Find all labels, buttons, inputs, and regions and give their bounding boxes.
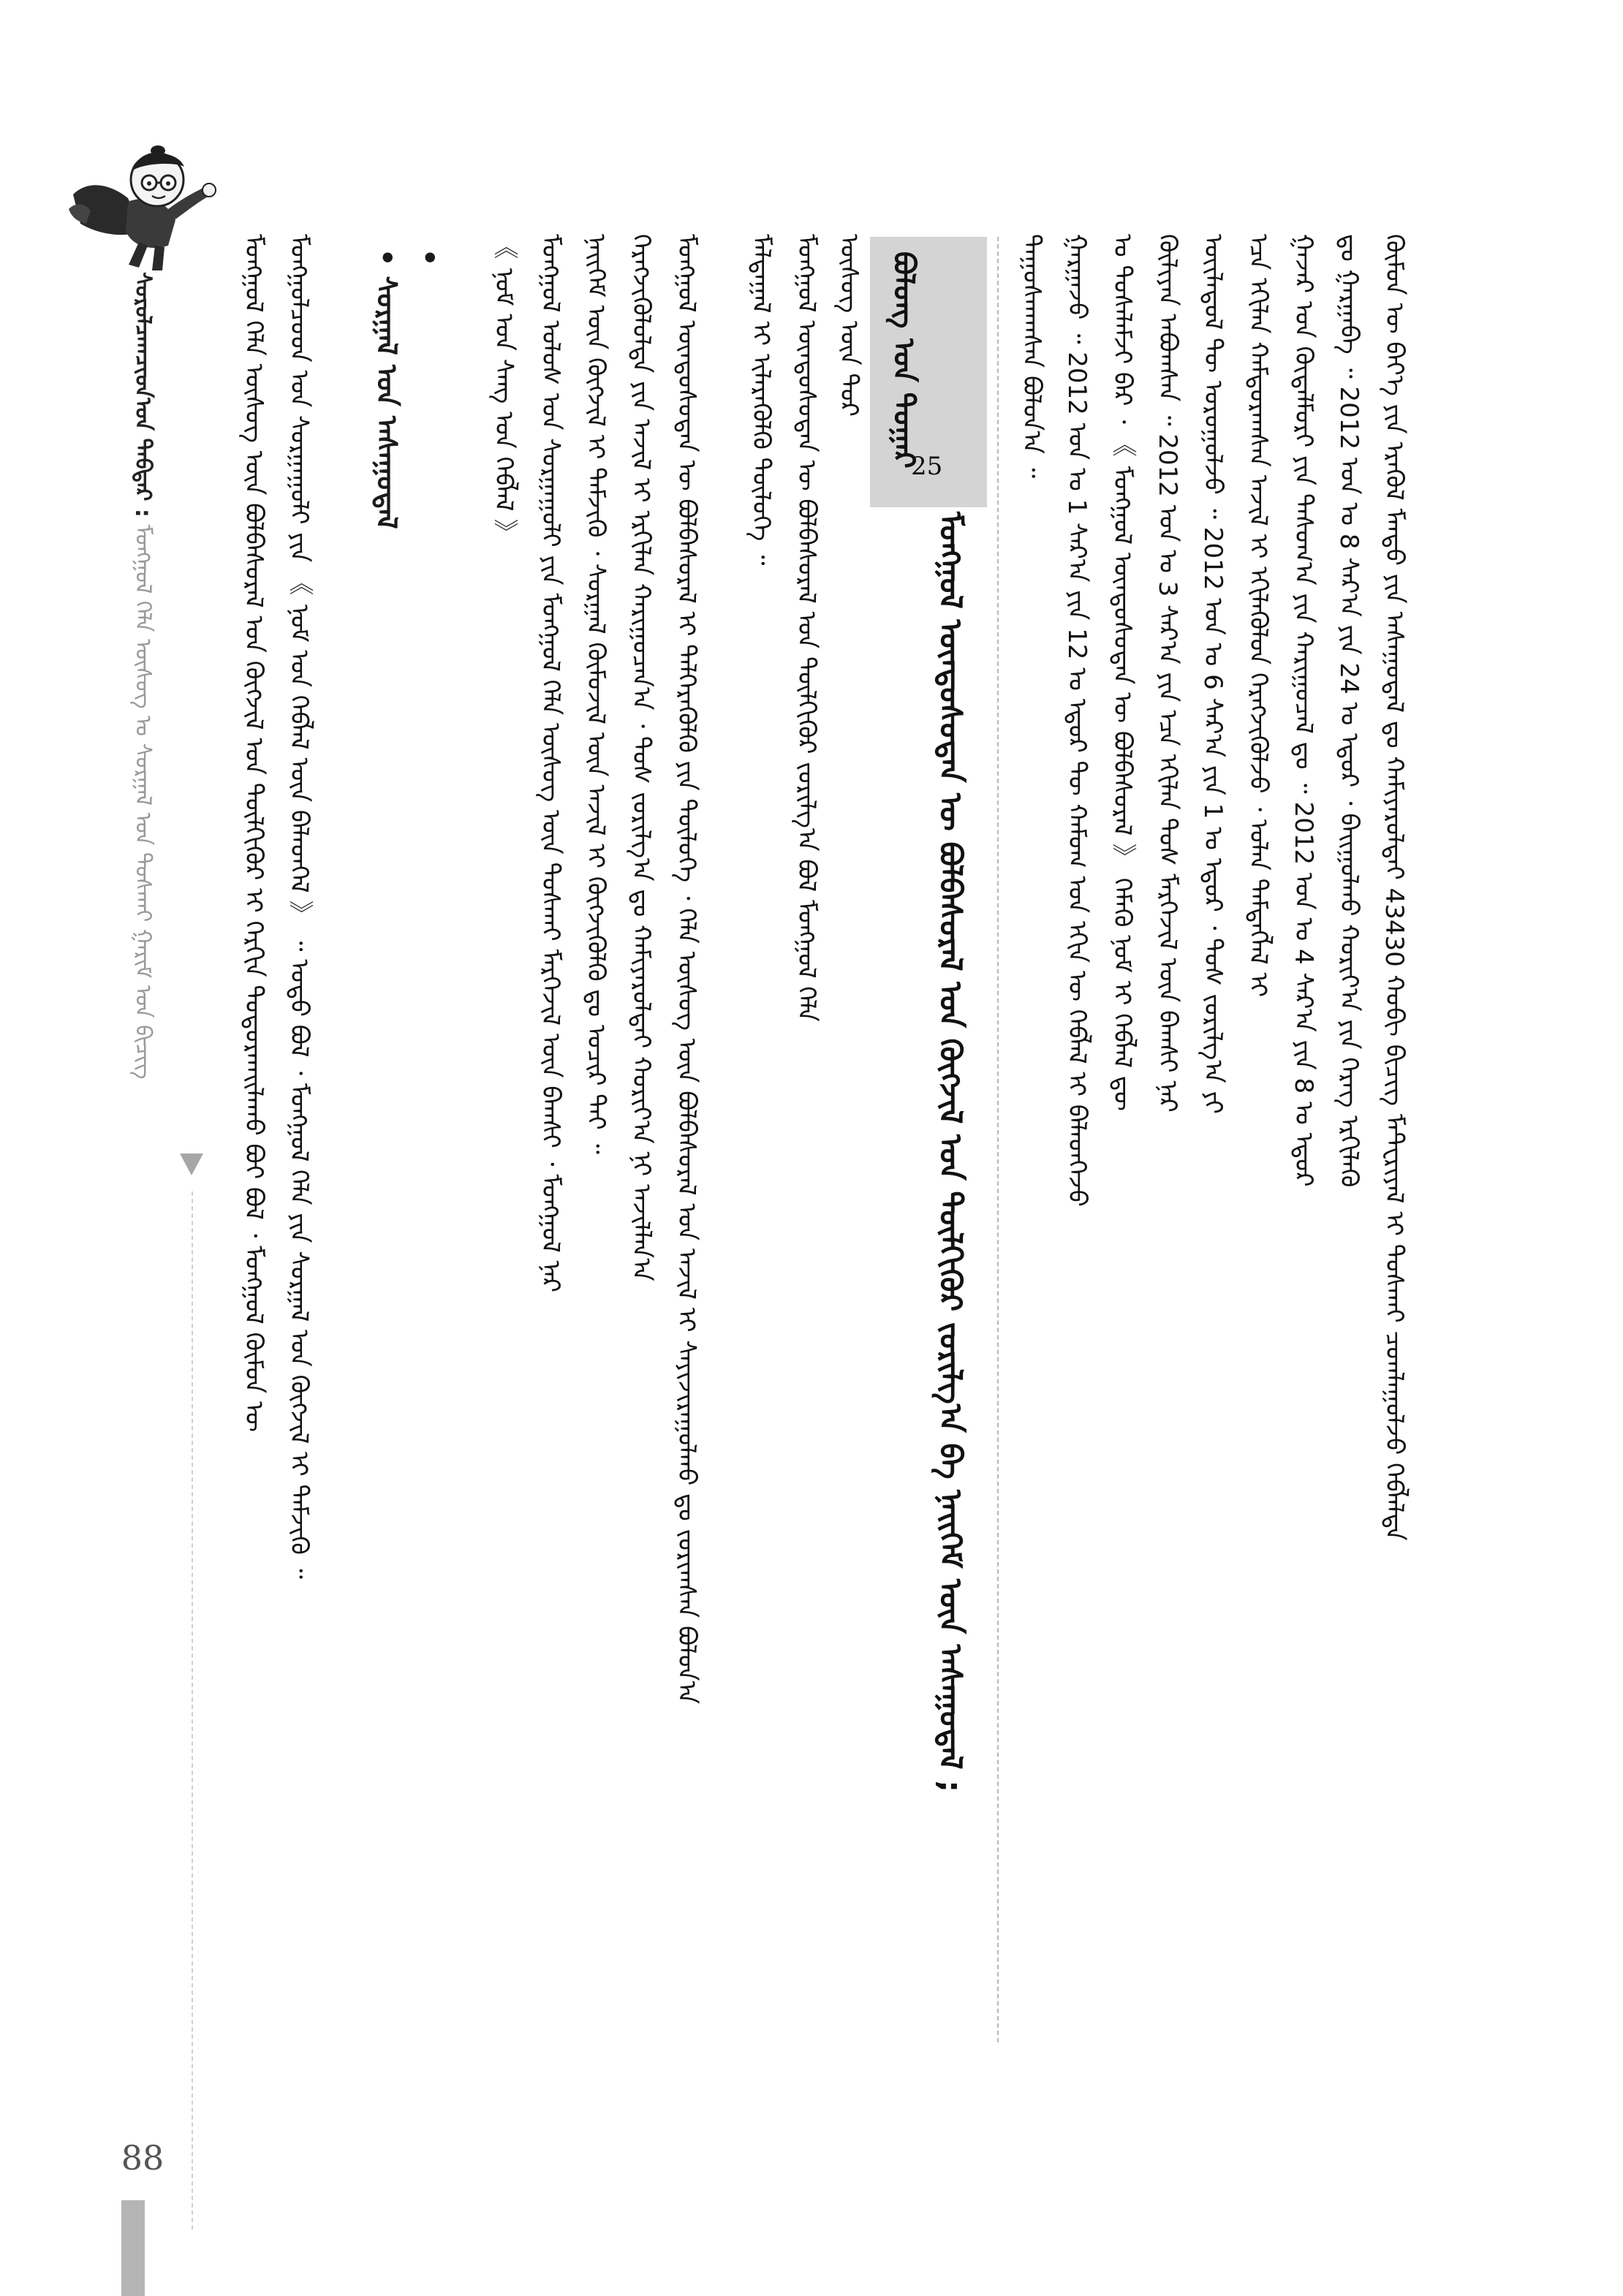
- header-dashed-rule: [192, 1191, 193, 2229]
- body-column-3: ᠮᠣᠩᠭᠣᠯ ᠦᠨᠳᠦᠰᠦᠲᠡᠨ ᠦ ᠪᠣᠯᠪᠠᠰᠤᠷᠠᠯ ᠢ ᠳᠡᠯᠭᠡᠷᠡᠭᠦᠯᠬᠦ ᠶᠢᠨ ᠲᠥᠯᠦᠭᠡ ᠂ ᠬᠡᠯᠡ ᠦᠰᠦᠭ ᠦᠨ ᠪᠣᠯᠪᠠᠰᠤᠷᠠᠯ ᠤᠨ ᠠᠵᠢᠯ ᠢ ᠰᠠᠶᠢᠵᠢᠷᠠᠭᠤᠯᠬᠤ ᠳᠤ ᠵᠣᠷᠢᠭᠰᠠᠨ ᠪᠣᠯᠤᠨ᠎ᠠ: [672, 234, 701, 1705]
- body-column-4: ᠬᠡᠷᠡᠭᠵᠢᠭᠦᠯᠦᠯᠲᠡ ᠶᠢᠨ ᠠᠵᠢᠯ ᠢ ᠡᠷᠬᠢᠯᠡᠨ ᠬᠠᠷᠢᠭᠤᠴᠠᠨ᠎ᠠ ᠂ ᠲᠤᠰ ᠵᠣᠷᠢᠯᠭ᠎ᠠ ᠳᠤ ᠬᠠᠮᠢᠶᠠᠷᠤᠯᠲᠠᠢ ᠬᠣᠷᠢᠶ᠎ᠠ ᠨᠢ ᠠᠵᠢᠯᠯᠠᠨ᠎ᠠ: [627, 234, 656, 1281]
- intro-column-3: ᠭᠠᠵᠠᠷ ᠤᠨ ᠬᠥᠳᠡᠯᠮᠦᠷᠢ ᠶᠢᠨ ᠲᠠᠰᠤᠭ᠎ᠠ ᠶᠢᠨ ᠬᠠᠷᠢᠭᠤᠴᠠᠯ ᠳᠤ ᠃ 2012 ᠣᠨ ᠤ 4 ᠰᠠᠷ᠎ᠠ ᠶᠢᠨ 8 ᠤ ᠡᠳᠦᠷ: [1289, 234, 1318, 1187]
- intro-column-5: ᠦᠢᠯᠡᠳᠦᠯ ᠲᠦ ᠣᠷᠣᠭᠤᠯᠵᠤ ᠃ 2012 ᠣᠨ ᠤ 6 ᠰᠠᠷ᠎ᠠ ᠶᠢᠨ 1 ᠤ ᠡᠳᠦᠷ ᠂ ᠲᠤᠰ ᠵᠣᠷᠢᠯᠭ᠎ᠠ ᠶᠢ: [1198, 234, 1227, 1114]
- intro-column-9: ᠳᠠᠭᠤᠰᠬᠠᠭᠰᠠᠨ ᠪᠣᠯᠤᠨ᠎ᠠ ᠃: [1017, 234, 1046, 479]
- page-edge-tab: [121, 2200, 145, 2296]
- body-column-7: 《 ᠨᠣᠮ ᠤᠨ ᠰᠠᠩ ᠤᠨ ᠬᠡᠪᠯᠡᠯ 》: [489, 234, 518, 545]
- intro-column-6: ᠬᠦᠯᠢᠶᠡᠨ ᠠᠪᠤᠭᠰᠠᠨ ᠃ 2012 ᠣᠨ ᠤ 3 ᠰᠠᠷ᠎ᠠ ᠶᠢᠨ ᠡᠴᠡ ᠡᠬᠢᠯᠡᠨ ᠲᠤᠰ ᠮᠡᠷᠭᠡᠵᠢᠯ ᠦᠨ ᠪᠠᠭᠰᠢ ᠨᠠᠷ: [1153, 234, 1182, 1113]
- mascot-illustration: [58, 129, 234, 275]
- page-number: 88: [121, 2138, 164, 2178]
- running-header-title: [124, 272, 161, 1080]
- body-column-6: ᠮᠣᠩᠭᠣᠯ ᠤᠯᠤᠰ ᠤᠨ ᠰᠤᠷᠭᠠᠭᠤᠯᠢ ᠶᠢᠨ ᠮᠣᠩᠭᠣᠯ ᠬᠡᠯᠡ ᠦᠰᠦᠭ ᠦᠨ ᠲᠤᠰᠬᠠᠢ ᠮᠡᠷᠭᠡᠵᠢᠯ ᠦᠨ ᠪᠠᠭᠰᠢ ᠂ ᠮᠣᠩᠭᠣᠯ ᠨᠠᠷ: [536, 234, 565, 1292]
- triangle-arrow-icon: [180, 1153, 203, 1175]
- section-divider: [997, 237, 999, 2042]
- body-column-1: ᠮᠣᠩᠭᠣᠯ ᠦᠨᠳᠦᠰᠦᠲᠡᠨ ᠦ ᠪᠣᠯᠪᠠᠰᠤᠷᠠᠯ ᠤᠨ ᠲᠦᠯᠬᠢᠭᠦᠷ ᠵᠣᠷᠢᠯᠭ᠎ᠠ ᠪᠣᠯ ᠮᠣᠩᠭᠣᠯ ᠬᠡᠯᠡ ᠦᠰᠦᠭ ᠦᠨ ᠳᠤᠷ: [792, 234, 863, 1022]
- intro-column-1: ᠬᠦᠮᠦᠨ ᠦ ᠪᠡᠶ᠎ᠡ ᠶᠢᠨ ᠡᠷᠡᠭᠦᠯ ᠮᠡᠨᠳᠦ ᠶᠢᠨ ᠠᠰᠠᠭᠤᠳᠠᠯ ᠳᠤ ᠬᠠᠮᠢᠶᠠᠷᠤᠯᠲᠠᠢ 43430 ᠬᠤᠪᠢ ᠪᠢᠴᠢᠭ᠌ ᠮᠠᠲ᠋ᠧᠷᠢᠶᠠᠯ ᠢ ᠲᠤᠰᠬᠠᠢ ᠴᠤᠭᠯᠠᠭᠤᠯᠵᠤ ᠬᠡᠪᠯᠡᠯᠳᠡ: [1380, 234, 1409, 1541]
- bullet-subheading: • ᠰᠤᠷᠭᠠᠯ ᠤᠨ ᠠᠰᠠᠭᠤᠳᠠᠯ •: [371, 249, 445, 529]
- intro-column-7: ᠤ ᠲᠤᠰᠠᠯᠠᠮᠵᠢ ᠪᠡᠷ ᠂ 《 ᠮᠣᠩᠭᠣᠯ ᠦᠨᠳᠦᠰᠦᠲᠡᠨ ᠦ ᠪᠣᠯᠪᠠᠰᠤᠷᠠᠯ 》 ᠬᠡᠮᠡᠬᠦ ᠨᠣᠮ ᠢ ᠬᠡᠪᠯᠡᠯ ᠳᠦ: [1108, 234, 1137, 1111]
- body-column-5: ᠨᠡᠢᠭᠡᠮ ᠦᠨ ᠬᠥᠭᠵᠢᠯ ᠢ ᠳᠡᠮᠵᠢᠬᠦ ᠂ ᠰᠤᠷᠭᠠᠯ ᠬᠦᠮᠦᠵᠢᠯ ᠦᠨ ᠠᠵᠢᠯ ᠢ ᠬᠥᠭᠵᠢᠭᠦᠯᠬᠦ ᠳᠤ ᠤᠴᠢᠷ ᠲᠠᠢ ᠃: [581, 234, 610, 1154]
- section-label: ᠪᠤᠯᠤᠩ ᠤᠨ ᠳᠤᠭᠠᠷ: [887, 251, 920, 469]
- section-number: 25: [911, 452, 943, 481]
- running-header: [124, 272, 168, 1529]
- closing-column-1: ᠮᠣᠩᠭᠣᠯ ᠬᠡᠯᠡ ᠦᠰᠦᠭ ᠦᠨ ᠪᠣᠯᠪᠠᠰᠤᠷᠠᠯ ᠤᠨ ᠬᠥᠭᠵᠢᠯ ᠤᠨ ᠲᠦᠯᠬᠢᠭᠦᠷ ᠢ ᠬᠡᠷᠬᠢᠨ ᠲᠣᠳᠤᠷᠬᠠᠢᠯᠠᠬᠤ ᠪᠤᠢ ᠪᠣᠯ ᠂ ᠮᠣᠩᠭᠣᠯ ᠬᠦᠮᠦᠨ ᠦ: [239, 234, 268, 1433]
- closing-column-2: ᠮᠣᠩᠭᠣᠯᠴᠤᠳ ᠤᠨ ᠰᠤᠷᠭᠠᠭᠤᠯᠢ ᠶᠢᠨ 《 ᠨᠣᠮ ᠤᠨ ᠬᠡᠪᠯᠡᠯ ᠦᠨ ᠪᠡᠯᠡᠳᠬᠡᠯ 》 ᠃ ᠣᠳᠣ ᠪᠣᠯ ᠂ ᠮᠣᠩᠭᠣᠯ ᠬᠡᠯᠡ ᠶᠢᠨ ᠰᠤᠷᠭᠠᠯ ᠤᠨ ᠬᠥᠭᠵᠢᠯ ᠢ ᠳᠡᠮᠵᠢᠬᠦ ᠃: [284, 234, 314, 1580]
- intro-column-2: ᠳᠤ ᠭᠠᠷᠭᠠᠪᠠ ᠃ 2012 ᠣᠨ ᠤ 8 ᠰᠠᠷ᠎ᠠ ᠶᠢᠨ 24 ᠤ ᠡᠳᠦᠷ ᠂ ᠪᠠᠢᠭᠤᠯᠬᠤ ᠬᠣᠷᠢᠶ᠎ᠠ ᠶᠢᠨ ᠬᠡᠷᠡᠭ ᠡᠷᠬᠢᠯᠡᠬᠦ: [1334, 234, 1363, 1188]
- body-column-2: ᠮᠠᠯᠲᠠᠭᠠᠯ ᠢ ᠢᠯᠡᠷᠡᠭᠦᠯᠬᠦ ᠲᠥᠯᠦᠭᠡ ᠃: [746, 234, 776, 566]
- running-header-bold: ᠰᠤᠷᠤᠯᠴᠠᠭᠴᠢᠳ᠎ᠤᠨ ᠳᠡᠪᠲᠡᠷ :: [130, 272, 156, 518]
- intro-column-4: ᠡᠴᠡ ᠡᠬᠢᠯᠡᠨ ᠬᠠᠮᠲᠤᠷᠠᠭᠰᠠᠨ ᠠᠵᠢᠯ ᠢ ᠡᠬᠢᠯᠡᠭᠦᠯᠦᠨ ᠬᠡᠷᠡᠭᠵᠢᠭᠦᠯᠵᠦ ᠂ ᠣᠯᠠᠨ ᠲᠡᠮᠳᠡᠭᠯᠡᠯ ᠢ: [1244, 234, 1273, 998]
- section-heading: ᠮᠣᠩᠭᠣᠯ ᠦᠨᠳᠦᠰᠦᠲᠡᠨ ᠦ ᠪᠣᠯᠪᠠᠰᠤᠷᠠᠯ ᠤᠨ ᠬᠥᠭᠵᠢᠯ ᠤᠨ ᠲᠦᠯᠬᠢᠭᠦᠷ ᠵᠣᠷᠢᠯᠭ᠎ᠠ ᠪᠠ ᠨᠡᠢᠭᠡᠮ ᠦᠨ ᠠᠰᠠᠭᠤᠳᠠᠯ ;: [933, 512, 969, 1793]
- running-header-light: ᠮᠣᠩᠭᠣᠯ ᠬᠡᠯᠡ ᠦᠰᠦᠭ ᠤ ᠰᠤᠷᠭᠠᠯ ᠤᠨ ᠲᠤᠰᠬᠠᠢ ᠭᠠᠷᠢᠮ ᠤᠨ ᠪᠢᠴᠢᠭ: [130, 524, 156, 1080]
- intro-column-8: ᠭᠠᠷᠭᠠᠵᠤ ᠃ 2012 ᠣᠨ ᠤ 1 ᠰᠠᠷ᠎ᠠ ᠶᠢᠨ 12 ᠤ ᠡᠳᠦᠷ ᠲᠦ ᠬᠠᠮᠤᠭ ᠤᠨ ᠡᠬᠢᠨ ᠦ ᠬᠡᠪᠯᠡᠯ ᠢ ᠪᠡᠯᠡᠳᠬᠡᠵᠦ: [1062, 234, 1092, 1207]
